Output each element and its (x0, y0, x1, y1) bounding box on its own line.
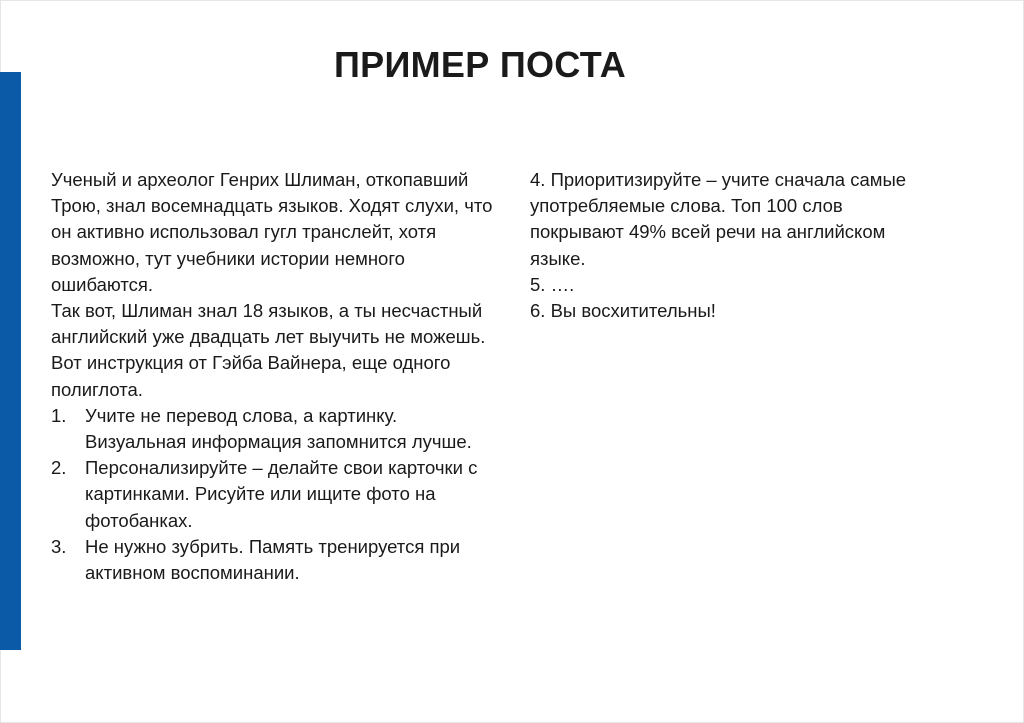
list-marker: 2. (51, 457, 67, 479)
right-column (530, 167, 930, 324)
list-item (51, 455, 501, 534)
numbered-list (51, 403, 501, 586)
intro-paragraph: Ученый и археолог Генрих Шлиман, откопавший Трою, знал восемнадцать языков. Ходят слухи, что он активно использовал гугл транслейт, хотя возможно, тут учебники истории немного ошибаются. (51, 169, 493, 295)
list-item-text: Персонализируйте – делайте свои карточки с картинками. Рисуйте или ищите фото на фотобанках. (85, 457, 478, 531)
accent-bar (0, 72, 21, 650)
list-item-text: Не нужно зубрить. Память тренируется при активном воспоминании. (85, 535, 461, 584)
list-item-text: Учите не перевод слова, а картинку. Визуальная информация запомнится лучше. (85, 404, 472, 453)
list-item (51, 534, 501, 586)
list-marker: 3. (51, 535, 67, 557)
tip-5: 5. …. (530, 273, 575, 295)
tip-4: 4. Приоритизируйте – учите сначала самые употребляемые слова. Топ 100 слов покрывают 49% всей речи на английском языке. (530, 169, 907, 269)
list-item (51, 403, 501, 455)
page-title: ПРИМЕР ПОСТА (333, 44, 627, 85)
list-marker: 1. (51, 404, 67, 426)
left-column (51, 167, 501, 586)
body-paragraph: Так вот, Шлиман знал 18 языков, а ты несчастный английский уже двадцать лет выучить не можешь. Вот инструкция от Гэйба Вайнера, еще одного полиглота. (51, 300, 486, 400)
tip-6: 6. Вы восхитительны! (530, 300, 716, 322)
